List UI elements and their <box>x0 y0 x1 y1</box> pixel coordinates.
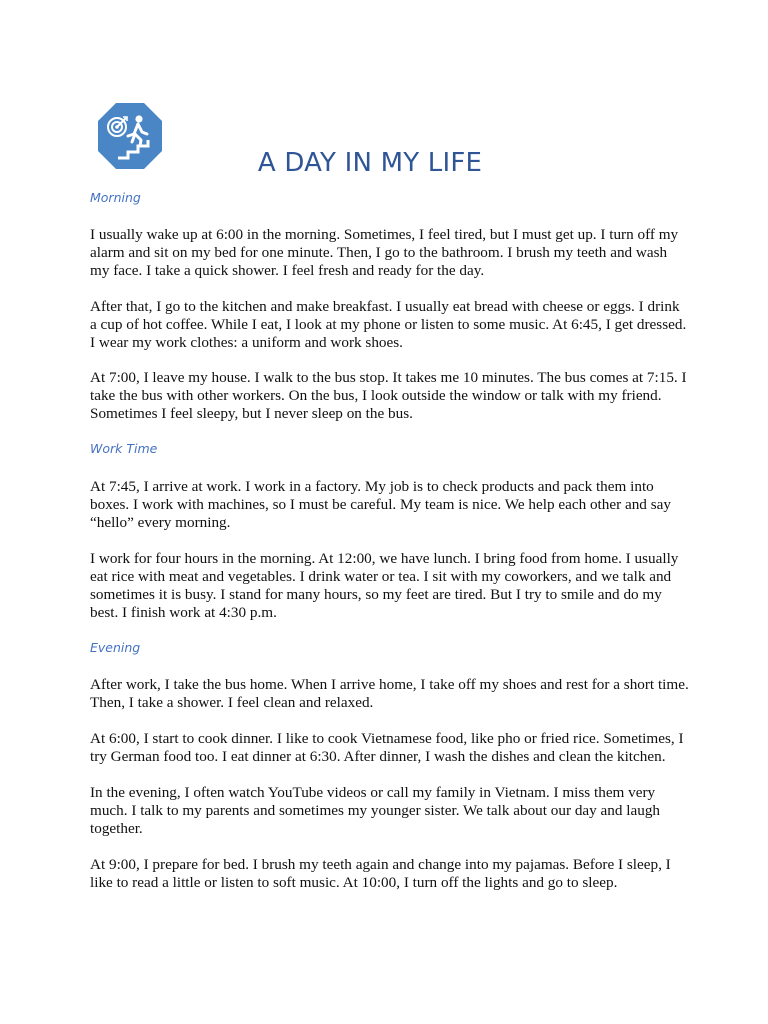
section-heading-morning: Morning <box>90 190 141 205</box>
paragraph: After work, I take the bus home. When I arrive home, I take off my shoes and rest for a short time. Then, I take a shower. I feel clean and relaxed. <box>90 676 689 711</box>
section-heading-work-time: Work Time <box>90 441 158 456</box>
paragraph: I work for four hours in the morning. At 12:00, we have lunch. I bring food from home. I usually eat rice with meat and vegetables. I drink water or tea. I sit with my coworkers, and we talk and sometimes it is busy. I stand for many hours, so my feet are tired. But I try to smile and do my best. I finish work at 4:30 p.m. <box>90 550 679 621</box>
section-heading-evening: Evening <box>90 640 141 655</box>
paragraph: At 7:45, I arrive at work. I work in a factory. My job is to check products and pack them into boxes. I work with machines, so I must be careful. My team is nice. We help each other and say “hello” every morning. <box>90 478 671 531</box>
paragraph: At 7:00, I leave my house. I walk to the bus stop. It takes me 10 minutes. The bus comes at 7:15. I take the bus with other workers. On the bus, I look outside the window or talk with my friend. Sometimes I feel sleepy, but I never sleep on the bus. <box>90 369 687 422</box>
document-title: A DAY IN MY LIFE <box>257 148 483 178</box>
paragraph: In the evening, I often watch YouTube videos or call my family in Vietnam. I miss them very much. I talk to my parents and sometimes my younger sister. We talk about our day and laugh together. <box>90 784 661 837</box>
paragraph: At 6:00, I start to cook dinner. I like to cook Vietnamese food, like pho or fried rice. Sometimes, I try German food too. I eat dinner at 6:30. After dinner, I wash the dishes and clean the kitchen. <box>90 730 684 765</box>
paragraph: At 9:00, I prepare for bed. I brush my teeth again and change into my pajamas. Before I sleep, I like to read a little or listen to soft music. At 10:00, I turn off the lights and go to sleep. <box>90 856 671 891</box>
paragraph: After that, I go to the kitchen and make breakfast. I usually eat bread with cheese or eggs. I drink a cup of hot coffee. While I eat, I look at my phone or listen to some music. At 6:45, I get dressed. I wear my work clothes: a uniform and work shoes. <box>90 298 687 351</box>
paragraph: I usually wake up at 6:00 in the morning. Sometimes, I feel tired, but I must get up. I turn off my alarm and sit on my bed for one minute. Then, I go to the bathroom. I brush my teeth and wash my face. I take a quick shower. I feel fresh and ready for the day. <box>90 226 679 279</box>
